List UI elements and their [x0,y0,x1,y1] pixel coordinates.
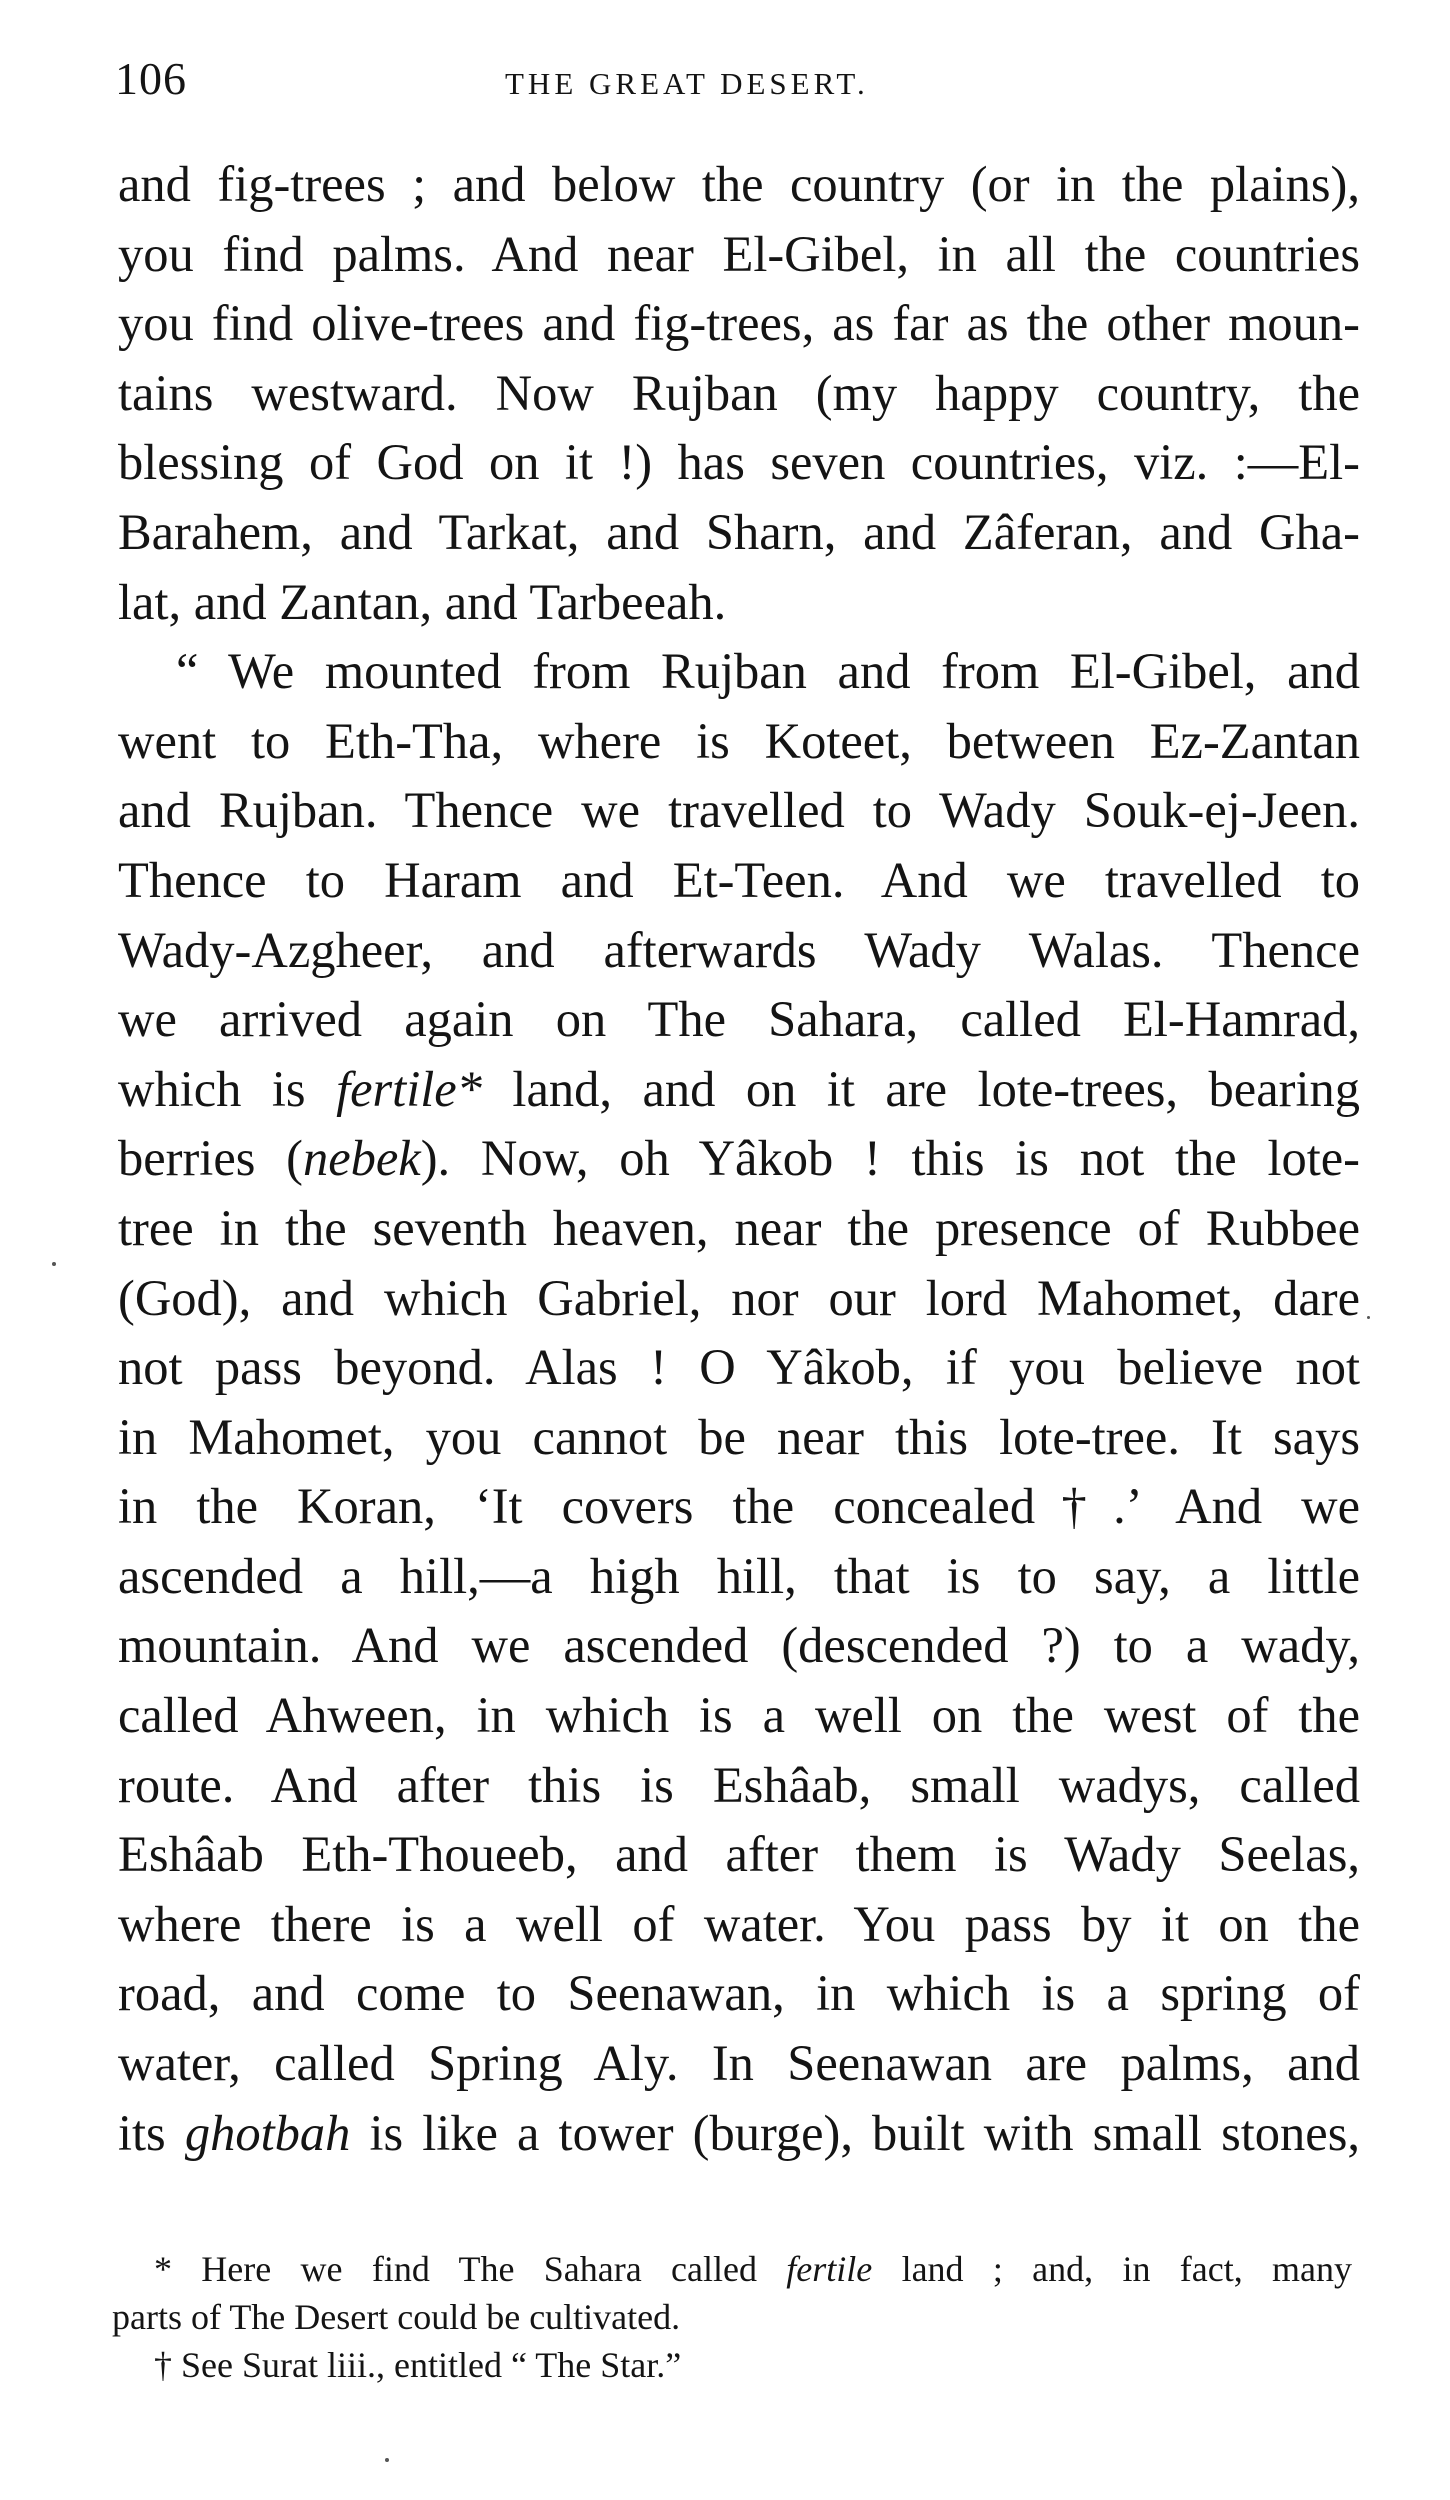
body-line: road, and come to Seenawan, in which is a spring of [118,1965,1360,2022]
body-line: Thence to Haram and Et-Teen. And we travelled to [118,851,1360,908]
body-line: you find olive-trees and fig-trees, as far as the other moun- [118,295,1360,352]
body-line: its ghotbah is like a tower (burge), built with small stones, [118,2104,1360,2161]
body-line: ascended a hill,—a high hill, that is to say, a little [118,1547,1360,1604]
body-line: Barahem, and Tarkat, and Sharn, and Zâferan, and Gha- [118,503,1360,560]
footnotes [112,2245,1352,2389]
body-line: where there is a well of water. You pass by it on the [118,1895,1360,1952]
body-line: lat, and Zantan, and Tarbeeah. [118,573,727,630]
print-speck [385,2458,389,2462]
body-line: route. And after this is Eshâab, small wadys, called [118,1756,1360,1813]
body-line: in the Koran, ‘It covers the concealed†.’ And we [118,1478,1360,1535]
body-line: you find palms. And near El-Gibel, in all the countries [118,225,1360,282]
body-line: we arrived again on The Sahara, called El-Hamrad, [118,991,1360,1048]
body-line: in Mahomet, you cannot be near this lote-tree. It says [118,1408,1360,1465]
body-line: tains westward. Now Rujban (my happy country, the [118,364,1360,421]
body-line: and fig-trees ; and below the country (or in the plains), [118,156,1360,212]
footnote-surat: † See Surat liii., entitled “ The Star.” [154,2345,682,2385]
body-line: and Rujban. Thence we travelled to Wady Souk-ej-Jeen. [118,782,1360,839]
page-number: 106 [115,53,187,104]
body-line: called Ahween, in which is a well on the west of the [118,1687,1360,1744]
running-title: THE GREAT DESERT. [505,66,869,101]
body-line: Eshâab Eth-Thoueeb, and after them is Wady Seelas, [118,1826,1360,1883]
body-text [118,150,1360,2168]
body-line: mountain. And we ascended (descended ?) to a wady, [118,1617,1360,1674]
body-line: water, called Spring Aly. In Seenawan are palms, and [118,2035,1360,2092]
print-speck [52,1262,56,1266]
body-line: went to Eth-Tha, where is Koteet, between Ez-Zantan [118,712,1360,769]
body-line: blessing of God on it !) has seven countries, viz. :—El- [118,434,1360,491]
body-line: berries (nebek). Now, oh Yâkob ! this is not the lote- [118,1130,1360,1187]
print-speck [1367,1316,1370,1319]
body-line: (God), and which Gabriel, nor our lord Mahomet, dare [118,1269,1360,1326]
body-line: which is fertile* land, and on it are lote-trees, bearing [118,1060,1360,1117]
body-line: tree in the seventh heaven, near the presence of Rubbee [118,1199,1360,1256]
body-line: “ We mounted from Rujban and from El-Gibel, and [176,643,1360,700]
body-line: not pass beyond. Alas ! O Yâkob, if you believe not [118,1339,1360,1396]
running-head [115,52,1360,112]
footnote-fertile: * Here we find The Sahara called fertile land ; and, in fact, many [154,2249,1353,2289]
body-line: Wady-Azgheer, and afterwards Wady Walas. Thence [118,921,1360,978]
footnote-fertile-continued: parts of The Desert could be cultivated. [112,2297,681,2337]
